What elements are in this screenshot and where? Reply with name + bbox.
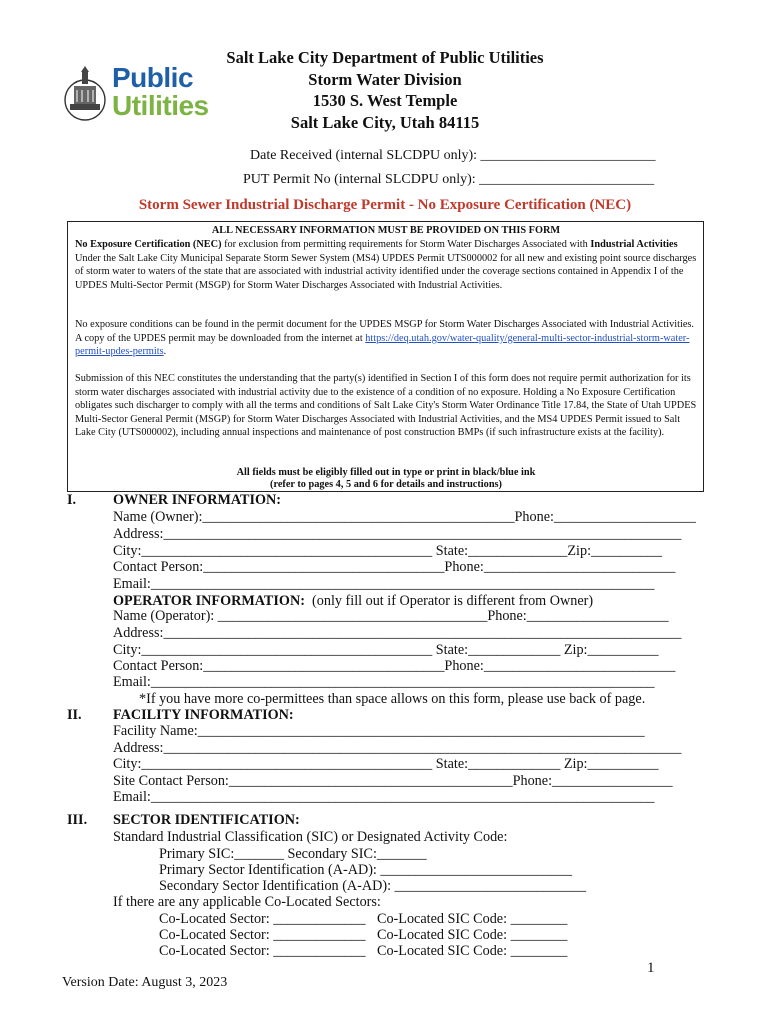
owner-name-field[interactable]: Name (Owner):____________________________________________Phone:____________________	[113, 509, 696, 525]
section-3-number: III.	[67, 812, 88, 828]
operator-city-field[interactable]: City:_________________________________________ State:_____________ Zip:__________	[113, 642, 659, 658]
copermittee-note: *If you have more co-permittees than space allows on this form, please use back of page.	[139, 691, 646, 707]
header-line-3: 1530 S. West Temple	[312, 91, 458, 110]
owner-contact-field[interactable]: Contact Person:__________________________________Phone:___________________________	[113, 559, 676, 575]
sic-intro: Standard Industrial Classification (SIC) or Designated Activity Code:	[113, 829, 508, 845]
sector-id-title: SECTOR IDENTIFICATION:	[113, 812, 300, 828]
box-paragraph-3: Submission of this NEC constitutes the understanding that the party(s) identified in Section I of this form does not require permit authorization for its storm water discharges associated with industrial activity due to the existence of a condition of no exposure. Holding a No Exposure Certification obligates such discharger to comply with all the terms and conditions of Salt Lake City's Storm Water Ordinance Title 17.84, the State of Utah UPDES Multi-Sector General Permit (MSGP) for Storm Water Discharges Associated with Industrial Activities, and the MS4 UPDES Permit issued to Salt Lake City (UTS000002), including annual inspections and maintenance of post construction BMPs (if such infrastructure exists at the facility).	[75, 373, 697, 439]
owner-city-field[interactable]: City:_________________________________________ State:______________Zip:__________	[113, 543, 662, 559]
operator-info-title: OPERATOR INFORMATION:	[113, 593, 305, 609]
form-title: Storm Sewer Industrial Discharge Permit - No Exposure Certification (NEC)	[138, 197, 632, 213]
p2-text-b: .	[163, 346, 167, 358]
updes-permit-link[interactable]: https://deq.utah.gov/water-quality/general-multi-sector-industrial-storm-water-permit-updes-permits	[75, 332, 690, 358]
industrial-activities-term: Industrial Activities	[590, 239, 678, 250]
colocated-sector-field-2[interactable]: Co-Located Sector: _____________	[159, 927, 366, 943]
colocated-sic-field-1[interactable]: Co-Located SIC Code: ________	[377, 911, 568, 927]
facility-info-title: FACILITY INFORMATION:	[113, 707, 294, 723]
logo-word-utilities: Utilities	[112, 90, 209, 121]
nec-term: No Exposure Certification (NEC)	[75, 239, 222, 250]
instructions-box	[67, 221, 704, 492]
owner-address-field[interactable]: Address:_________________________________________________________________________	[113, 526, 682, 542]
version-date: Version Date: August 3, 2023	[62, 975, 228, 990]
header-line-2: Storm Water Division	[308, 70, 462, 89]
logo-word-public: Public	[112, 62, 194, 93]
colocated-sector-field-3[interactable]: Co-Located Sector: _____________	[159, 943, 366, 959]
p2-text-a: No exposure conditions can be found in the permit document for the UPDES MSGP for Storm Water Discharges Associated with Industrial Activities. A copy of the UPDES permit may be downloaded from the internet at	[75, 319, 694, 344]
colocated-sector-field-1[interactable]: Co-Located Sector: _____________	[159, 911, 366, 927]
page-number: 1	[647, 960, 655, 976]
box-heading: ALL NECESSARY INFORMATION MUST BE PROVIDED ON THIS FORM	[211, 225, 561, 236]
colocated-sic-field-3[interactable]: Co-Located SIC Code: ________	[377, 943, 568, 959]
box-footer-2: (refer to pages 4, 5 and 6 for details and instructions)	[270, 479, 502, 490]
facility-address-field[interactable]: Address:_________________________________________________________________________	[113, 740, 682, 756]
date-received-field[interactable]: Date Received (internal SLCDPU only): _________________________	[250, 148, 656, 163]
operator-contact-field[interactable]: Contact Person:__________________________________Phone:___________________________	[113, 658, 676, 674]
colocated-intro: If there are any applicable Co-Located Sectors:	[113, 894, 381, 910]
operator-address-field[interactable]: Address:_________________________________________________________________________	[113, 625, 682, 641]
operator-note: (only fill out if Operator is different from Owner)	[304, 593, 594, 609]
facility-email-field[interactable]: Email:_______________________________________________________________________	[113, 789, 655, 805]
owner-email-field[interactable]: Email:_______________________________________________________________________	[113, 576, 655, 592]
header-line-4: Salt Lake City, Utah 84115	[290, 113, 480, 132]
box-paragraph-2	[75, 318, 697, 359]
owner-info-title: OWNER INFORMATION:	[113, 492, 282, 508]
p1-text-b: Under the Salt Lake City Municipal Separate Storm Sewer System (MS4) UPDES Permit UTS000002 for all new and existing point source discharges of storm water to waters of the state that are associated with industrial activity identified under the coverage sections contained in Appendix I of the UPDES Multi-Sector Permit (MSGP) for Storm Water Discharges Associated with Industrial Activities.	[75, 252, 697, 291]
secondary-sector-field[interactable]: Secondary Sector Identification (A-AD): ___________________________	[159, 878, 587, 894]
section-2-number: II.	[67, 707, 82, 723]
box-paragraph-1	[75, 238, 697, 292]
section-1-number: I.	[67, 492, 77, 508]
p1-text-a: for exclusion from permitting requirements for Storm Water Discharges Associated with	[221, 239, 591, 250]
put-permit-field[interactable]: PUT Permit No (internal SLCDPU only): _________________________	[243, 172, 655, 187]
colocated-sic-field-2[interactable]: Co-Located SIC Code: ________	[377, 927, 568, 943]
sic-codes-field[interactable]: Primary SIC:_______ Secondary SIC:_______	[159, 846, 427, 862]
facility-name-field[interactable]: Facility Name:_______________________________________________________________	[113, 723, 645, 739]
operator-name-field[interactable]: Name (Operator): ______________________________________Phone:____________________	[113, 608, 669, 624]
primary-sector-field[interactable]: Primary Sector Identification (A-AD): ___________________________	[159, 862, 572, 878]
box-footer-1: All fields must be eligibly filled out in type or print in black/blue ink	[236, 467, 536, 478]
site-contact-field[interactable]: Site Contact Person:________________________________________Phone:_________________	[113, 773, 673, 789]
facility-city-field[interactable]: City:_________________________________________ State:_____________ Zip:__________	[113, 756, 659, 772]
header-line-1: Salt Lake City Department of Public Utilities	[226, 48, 544, 67]
operator-email-field[interactable]: Email:_______________________________________________________________________	[113, 674, 655, 690]
